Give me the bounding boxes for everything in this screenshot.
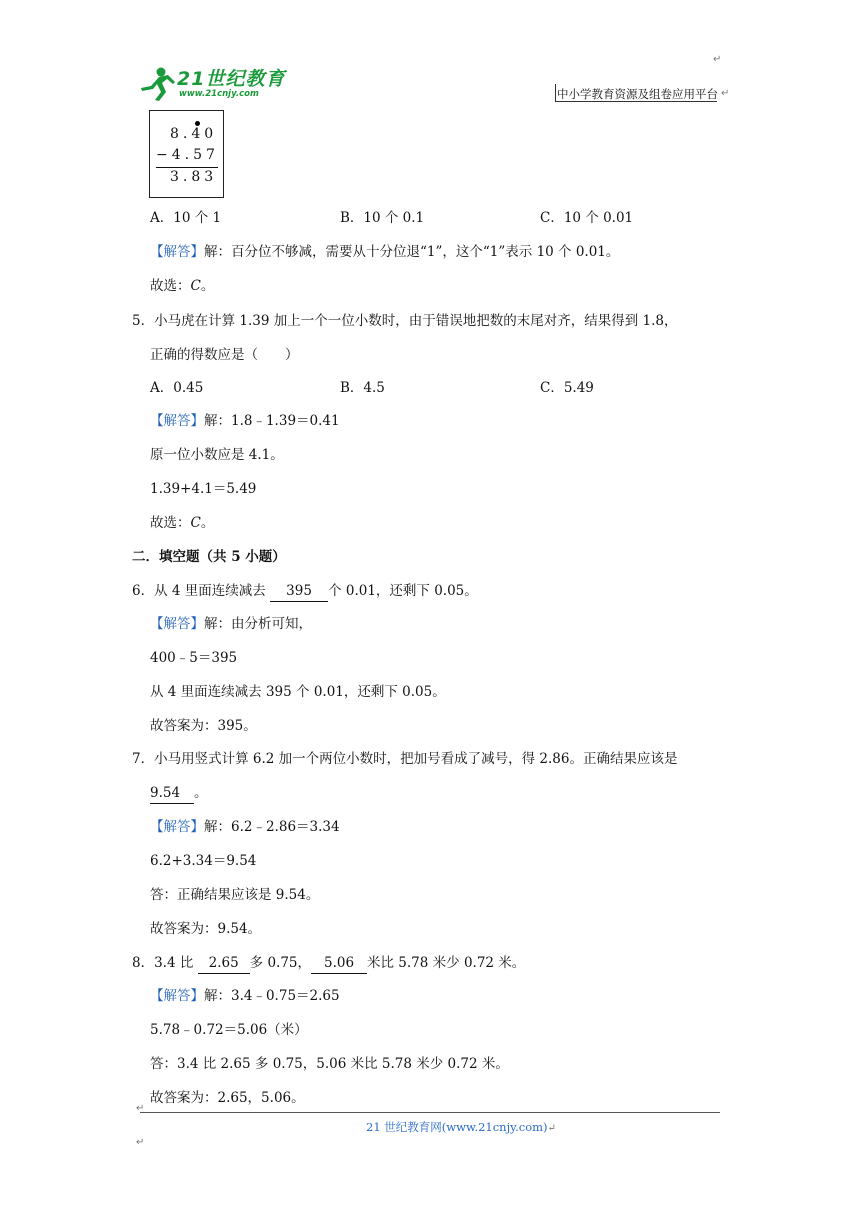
subtrahend: −4.57 [156, 147, 219, 163]
q8-step3: 答：3.4 比 2.65 多 0.75，5.06 米比 5.78 米少 0.72 米。 [150, 1056, 509, 1072]
difference: 3.83 [170, 169, 218, 185]
q6-blank: 395 [270, 581, 328, 602]
q5-answer-text: 解：1.8﹣1.39＝0.41 [204, 413, 340, 429]
q8-answer-text: 解：3.4﹣0.75＝2.65 [204, 988, 340, 1004]
q6-final: 故答案为：395。 [150, 718, 257, 734]
q7-stem-post: 。 [194, 785, 208, 801]
footer-text [366, 1119, 556, 1135]
header-rule-divider [555, 84, 556, 102]
q4-answer [150, 242, 619, 262]
answer-tag: 【解答】 [150, 616, 204, 632]
choice-prefix: 故选： [150, 515, 191, 531]
return-mark-footer-left: ↵ [136, 1103, 145, 1114]
q5-choice [150, 513, 214, 533]
return-mark-bottom: ↵ [136, 1137, 145, 1148]
q7-answer [150, 817, 340, 837]
q5-stem-line1: 5．小马虎在计算 1.39 加上一个一位小数时，由于错误地把数的末尾对齐，结果得到 1.8， [132, 313, 678, 329]
q6-answer-text: 解：由分析可知， [204, 616, 312, 632]
return-mark-top: ↵ [713, 54, 722, 65]
q6-step3: 从 4 里面连续减去 395 个 0.01，还剩下 0.05。 [150, 684, 446, 700]
return-mark: ↵ [547, 1123, 556, 1134]
q7-final: 故答案为：9.54。 [150, 921, 262, 937]
q4-option-b: B．10 个 0.1 [340, 210, 425, 226]
q6-step2: 400﹣5＝395 [150, 650, 238, 666]
choice-letter: C [190, 278, 201, 294]
header-rule [555, 101, 717, 102]
q5-step2: 原一位小数应是 4.1。 [150, 447, 284, 463]
q8-stem-pre: 8．3.4 比 [132, 955, 194, 971]
footer-rule [140, 1112, 720, 1113]
q8-blank-2: 5.06 [311, 953, 367, 974]
subtraction-rule [156, 167, 218, 168]
return-mark: ↵ [721, 88, 730, 99]
logo-text: 21世纪教育 [177, 68, 286, 90]
q5-option-a: A．0.45 [150, 380, 204, 396]
choice-suffix: 。 [200, 278, 215, 294]
q7-stem-line2 [150, 783, 208, 804]
q4-answer-text: 解：百分位不够减，需要从十分位退“1”，这个“1”表示 10 个 0.01。 [204, 244, 620, 260]
q5-option-b: B．4.5 [340, 380, 385, 396]
q6-stem-pre: 6．从 4 里面连续减去 [132, 583, 266, 599]
q4-option-c: C．10 个 0.01 [540, 210, 634, 226]
q5-step3: 1.39+4.1＝5.49 [150, 481, 257, 497]
q5-answer [150, 411, 340, 431]
q8-final: 故答案为：2.65，5.06。 [150, 1090, 305, 1106]
q4-choice [150, 276, 214, 296]
choice-letter: C [190, 515, 201, 531]
q7-step3: 答：正确结果应该是 9.54。 [150, 887, 320, 903]
footer-text-content: 21 世纪教育网(www.21cnjy.com) [366, 1120, 548, 1134]
q7-blank: 9.54 [150, 783, 194, 804]
q7-stem-line1: 7．小马用竖式计算 6.2 加一个两位小数时，把加号看成了减号，得 2.86。正确结果应该是 [132, 751, 678, 767]
q7-step2: 6.2+3.34＝9.54 [150, 853, 257, 869]
minuend: 8.40 [170, 126, 218, 142]
q8-answer [150, 986, 340, 1006]
q6-answer [150, 614, 312, 634]
q8-stem-mid: 多 0.75， [249, 955, 312, 971]
answer-tag: 【解答】 [150, 819, 204, 835]
answer-tag: 【解答】 [150, 988, 204, 1004]
header [135, 54, 730, 106]
q6-stem-post: 个 0.01，还剩下 0.05。 [328, 583, 478, 599]
choice-prefix: 故选： [150, 278, 191, 294]
answer-tag: 【解答】 [150, 413, 204, 429]
q5-option-c: C．5.49 [540, 380, 594, 396]
q8-step2: 5.78﹣0.72＝5.06（米） [150, 1022, 308, 1038]
q5-stem-line2: 正确的得数应是（ ） [150, 347, 299, 363]
q8-blank-1: 2.65 [198, 953, 250, 974]
q4-option-a: A．10 个 1 [150, 210, 222, 226]
q6-stem [132, 581, 478, 602]
subtraction-box [149, 110, 224, 198]
q8-stem [132, 953, 525, 974]
answer-tag: 【解答】 [150, 244, 204, 260]
header-platform: 中小学教育资源及组卷应用平台 [557, 87, 718, 101]
logo-url: www.21cnjy.com [179, 89, 259, 99]
logo [137, 64, 287, 102]
q7-answer-text: 解：6.2﹣2.86＝3.34 [204, 819, 340, 835]
runner-logo-icon [137, 66, 177, 102]
q8-stem-post: 米比 5.78 米少 0.72 米。 [367, 955, 526, 971]
choice-suffix: 。 [200, 515, 215, 531]
section-title: 二．填空题（共 5 小题） [132, 549, 286, 565]
